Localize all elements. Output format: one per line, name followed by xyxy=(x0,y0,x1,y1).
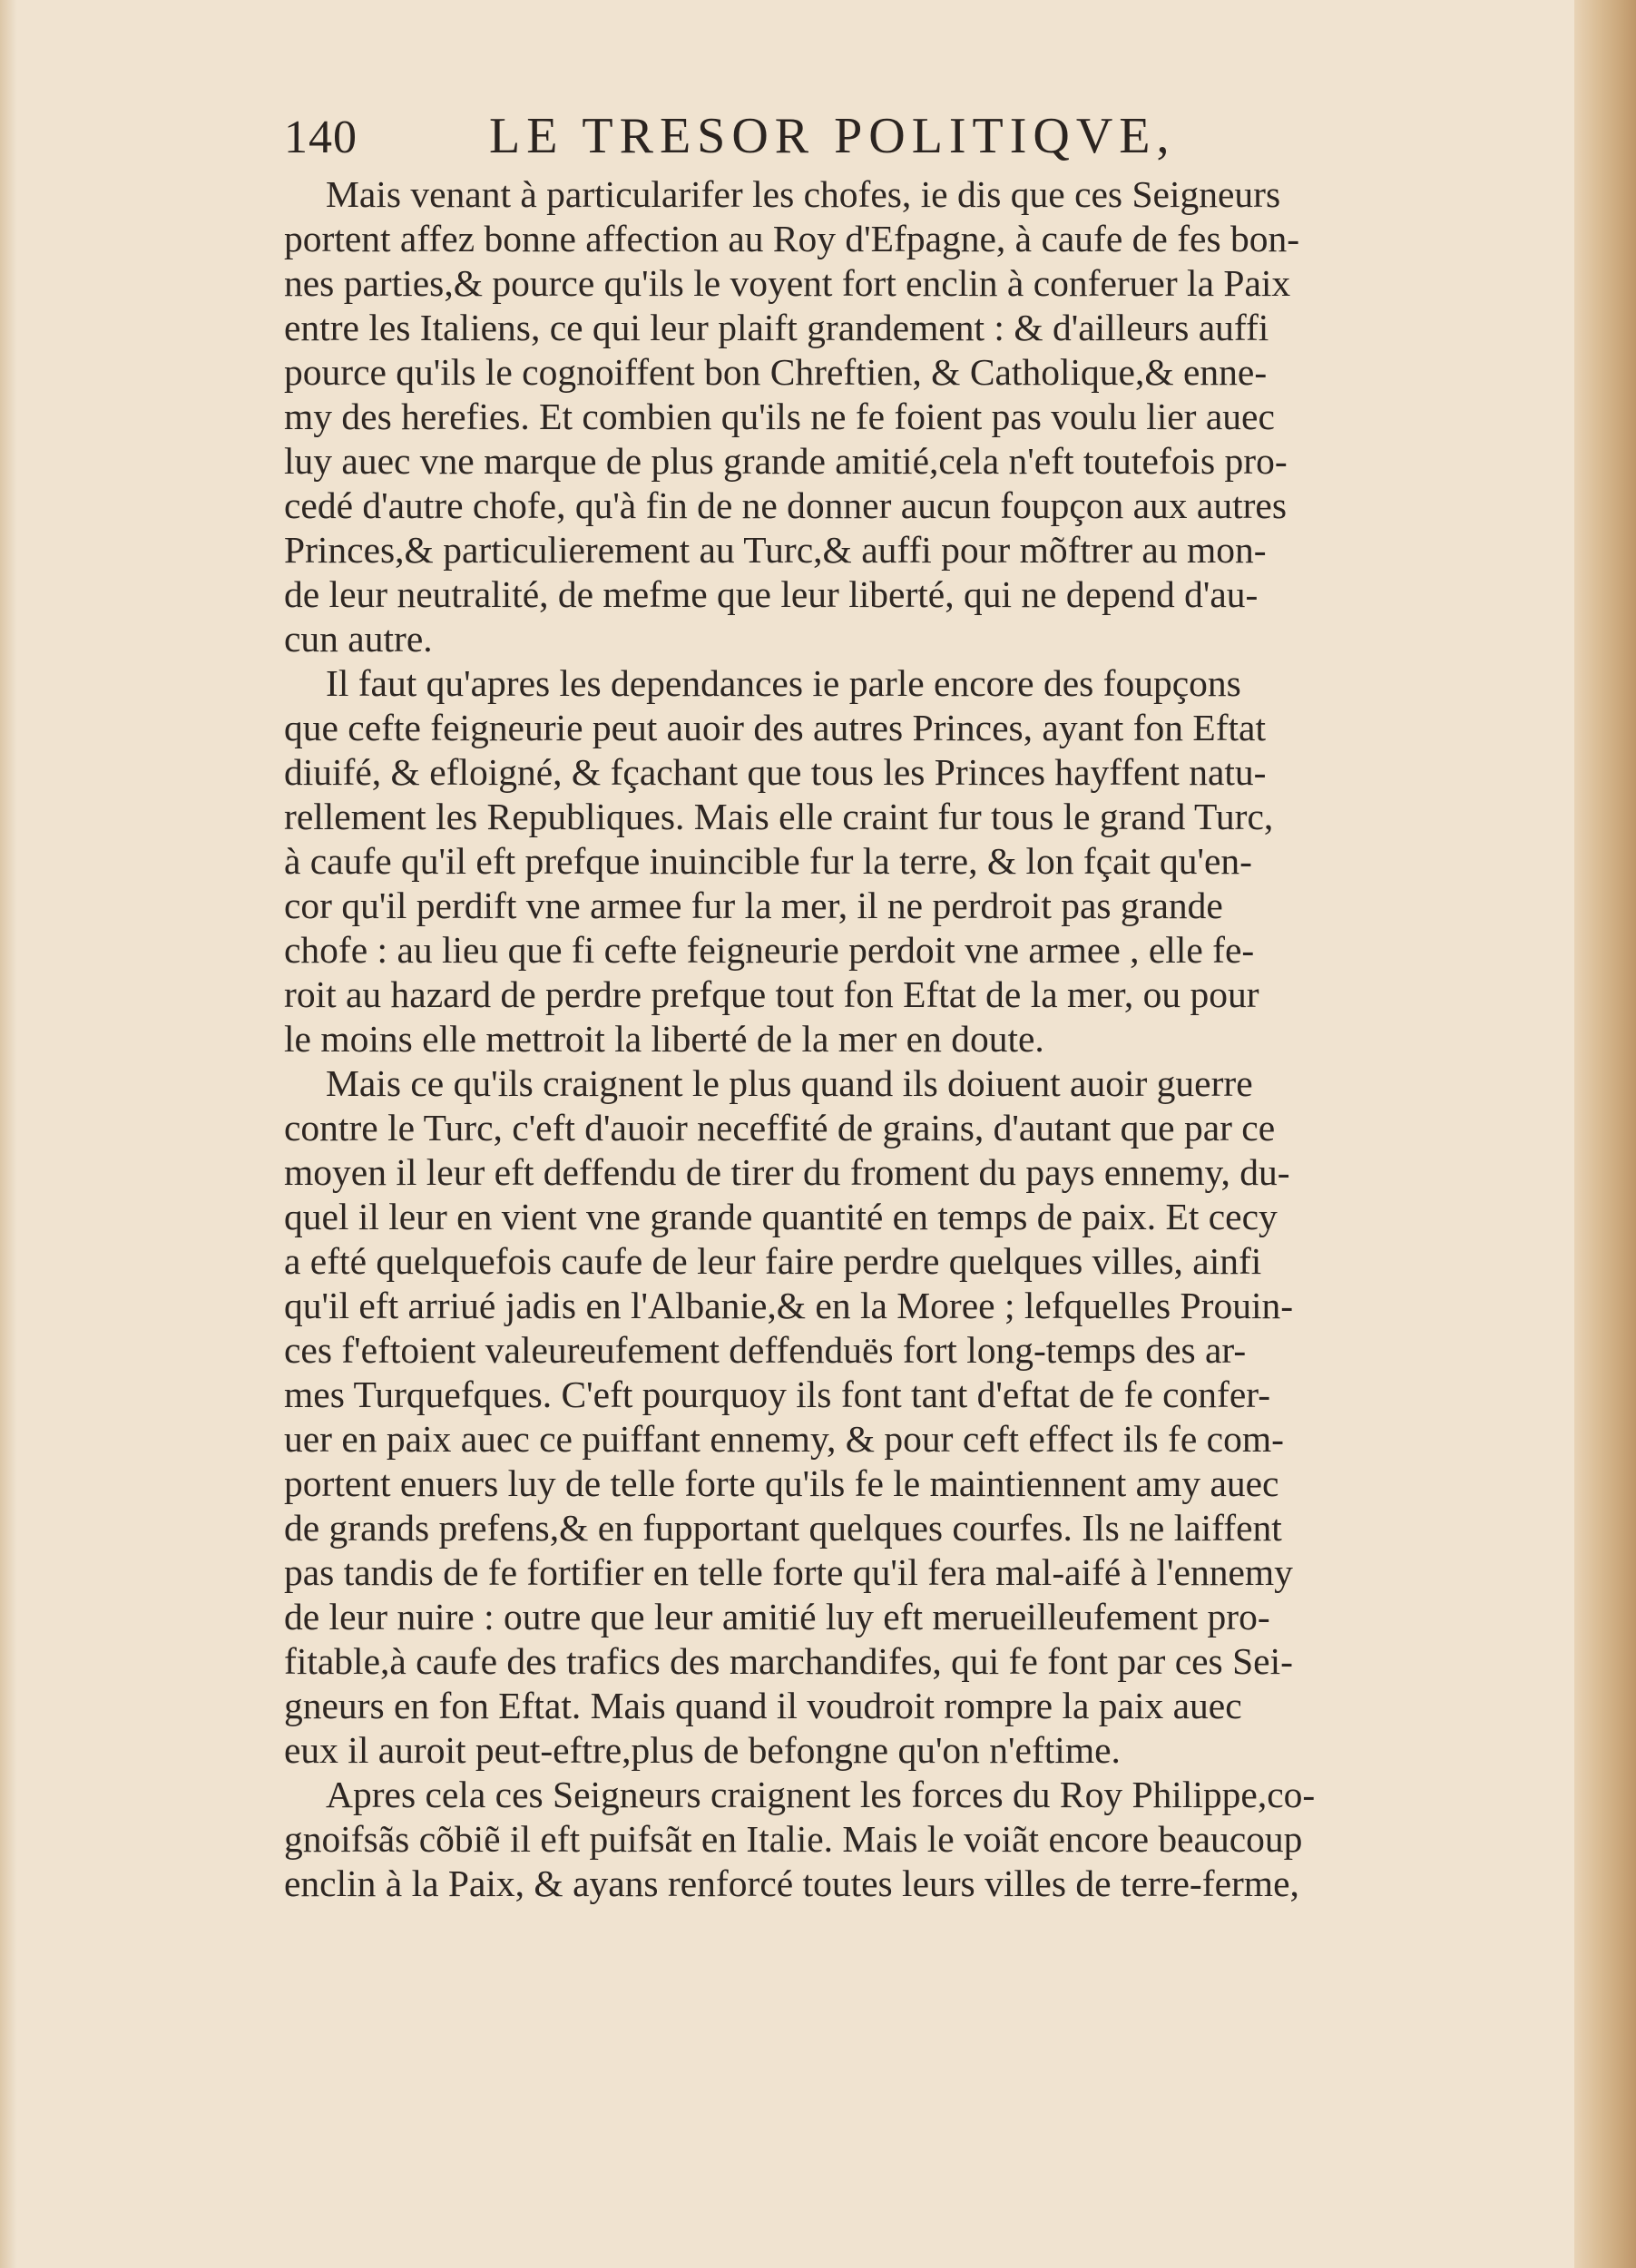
text-line: rellement les Republiques. Mais elle craint fur tous le grand Turc, xyxy=(284,796,1274,837)
text-line: Mais ce qu'ils craignent le plus quand ils doiuent auoir guerre xyxy=(326,1062,1253,1104)
running-title: LE TRESOR POLITIQVE, xyxy=(489,108,1176,164)
body-text xyxy=(284,172,1436,1906)
text-line: roit au hazard de perdre prefque tout fon Eftat de la mer, ou pour xyxy=(284,973,1259,1015)
text-line: gnoifsãs cõbiẽ il eft puifsãt en Italie. Mais le voiãt encore beaucoup xyxy=(284,1818,1303,1860)
text-line: le moins elle mettroit la liberté de la mer en doute. xyxy=(284,1018,1044,1060)
page-header xyxy=(284,107,1309,171)
text-line: cor qu'il perdift vne armee fur la mer, il ne perdroit pas grande xyxy=(284,885,1223,926)
text-line: uer en paix auec ce puiffant ennemy, & pour ceft effect ils fe com- xyxy=(284,1418,1284,1460)
text-line: à caufe qu'il eft prefque inuincible fur la terre, & lon fçait qu'en- xyxy=(284,840,1252,882)
text-line: fitable,à caufe des trafics des marchandifes, qui fe font par ces Sei- xyxy=(284,1640,1293,1682)
page-number: 140 xyxy=(284,112,358,163)
page-left-edge xyxy=(0,0,16,2268)
text-line: entre les Italiens, ce qui leur plaift grandement : & d'ailleurs auffi xyxy=(284,307,1269,348)
text-line: pource qu'ils le cognoiffent bon Chreftien, & Catholique,& enne- xyxy=(284,351,1268,393)
text-line: gneurs en fon Eftat. Mais quand il voudroit rompre la paix auec xyxy=(284,1685,1242,1726)
text-line: nes parties,& pource qu'ils le voyent fort enclin à conferuer la Paix xyxy=(284,262,1291,304)
text-line: qu'il eft arriué jadis en l'Albanie,& en la Moree ; lefquelles Prouin- xyxy=(284,1285,1294,1326)
text-line: eux il auroit peut-eftre,plus de befongne qu'on n'eftime. xyxy=(284,1729,1121,1771)
text-line: cedé d'autre chofe, qu'à fin de ne donner aucun foupçon aux autres xyxy=(284,484,1287,526)
text-line: my des herefies. Et combien qu'ils ne fe foient pas voulu lier auec xyxy=(284,396,1275,437)
text-line: pas tandis de fe fortifier en telle forte qu'il fera mal-aifé à l'ennemy xyxy=(284,1551,1293,1593)
text-line: de leur neutralité, de mefme que leur liberté, qui ne depend d'au- xyxy=(284,573,1259,615)
text-line: moyen il leur eft deffendu de tirer du froment du pays ennemy, du- xyxy=(284,1151,1290,1193)
text-line: chofe : au lieu que fi cefte feigneurie perdoit vne armee , elle fe- xyxy=(284,929,1255,971)
text-line: diuifé, & efloigné, & fçachant que tous les Princes hayffent natu- xyxy=(284,751,1267,793)
text-line: cun autre. xyxy=(284,618,433,660)
text-line: portent enuers luy de telle forte qu'ils fe le maintiennent amy auec xyxy=(284,1462,1279,1504)
text-line: luy auec vne marque de plus grande amitié,cela n'eft toutefois pro- xyxy=(284,440,1288,482)
text-line: que cefte feigneurie peut auoir des autres Princes, ayant fon Eftat xyxy=(284,707,1266,748)
text-line: quel il leur en vient vne grande quantité en temps de paix. Et cecy xyxy=(284,1196,1278,1237)
text-line: de grands prefens,& en fupportant quelques courfes. Ils ne laiffent xyxy=(284,1507,1282,1549)
text-line: ces f'eftoient valeureufement deffenduës fort long-temps des ar- xyxy=(284,1329,1247,1371)
text-line: a efté quelquefois caufe de leur faire perdre quelques villes, ainfi xyxy=(284,1240,1262,1282)
text-line: Il faut qu'apres les dependances ie parle encore des foupçons xyxy=(326,662,1241,704)
text-line: Apres cela ces Seigneurs craignent les forces du Roy Philippe,co- xyxy=(326,1774,1316,1815)
text-line: portent affez bonne affection au Roy d'Efpagne, à caufe de fes bon- xyxy=(284,218,1300,259)
text-line: enclin à la Paix, & ayans renforcé toutes leurs villes de terre-ferme, xyxy=(284,1862,1299,1904)
text-line: de leur nuire : outre que leur amitié luy eft merueilleufement pro- xyxy=(284,1596,1270,1637)
text-line: mes Turquefques. C'eft pourquoy ils font tant d'eftat de fe confer- xyxy=(284,1374,1271,1415)
text-line: Mais venant à particularifer les chofes, ie dis que ces Seigneurs xyxy=(326,173,1281,215)
text-line: Princes,& particulierement au Turc,& auffi pour mõftrer au mon- xyxy=(284,529,1267,571)
text-line: contre le Turc, c'eft d'auoir neceffité de grains, d'autant que par ce xyxy=(284,1107,1276,1149)
page-right-edge xyxy=(1574,0,1636,2268)
